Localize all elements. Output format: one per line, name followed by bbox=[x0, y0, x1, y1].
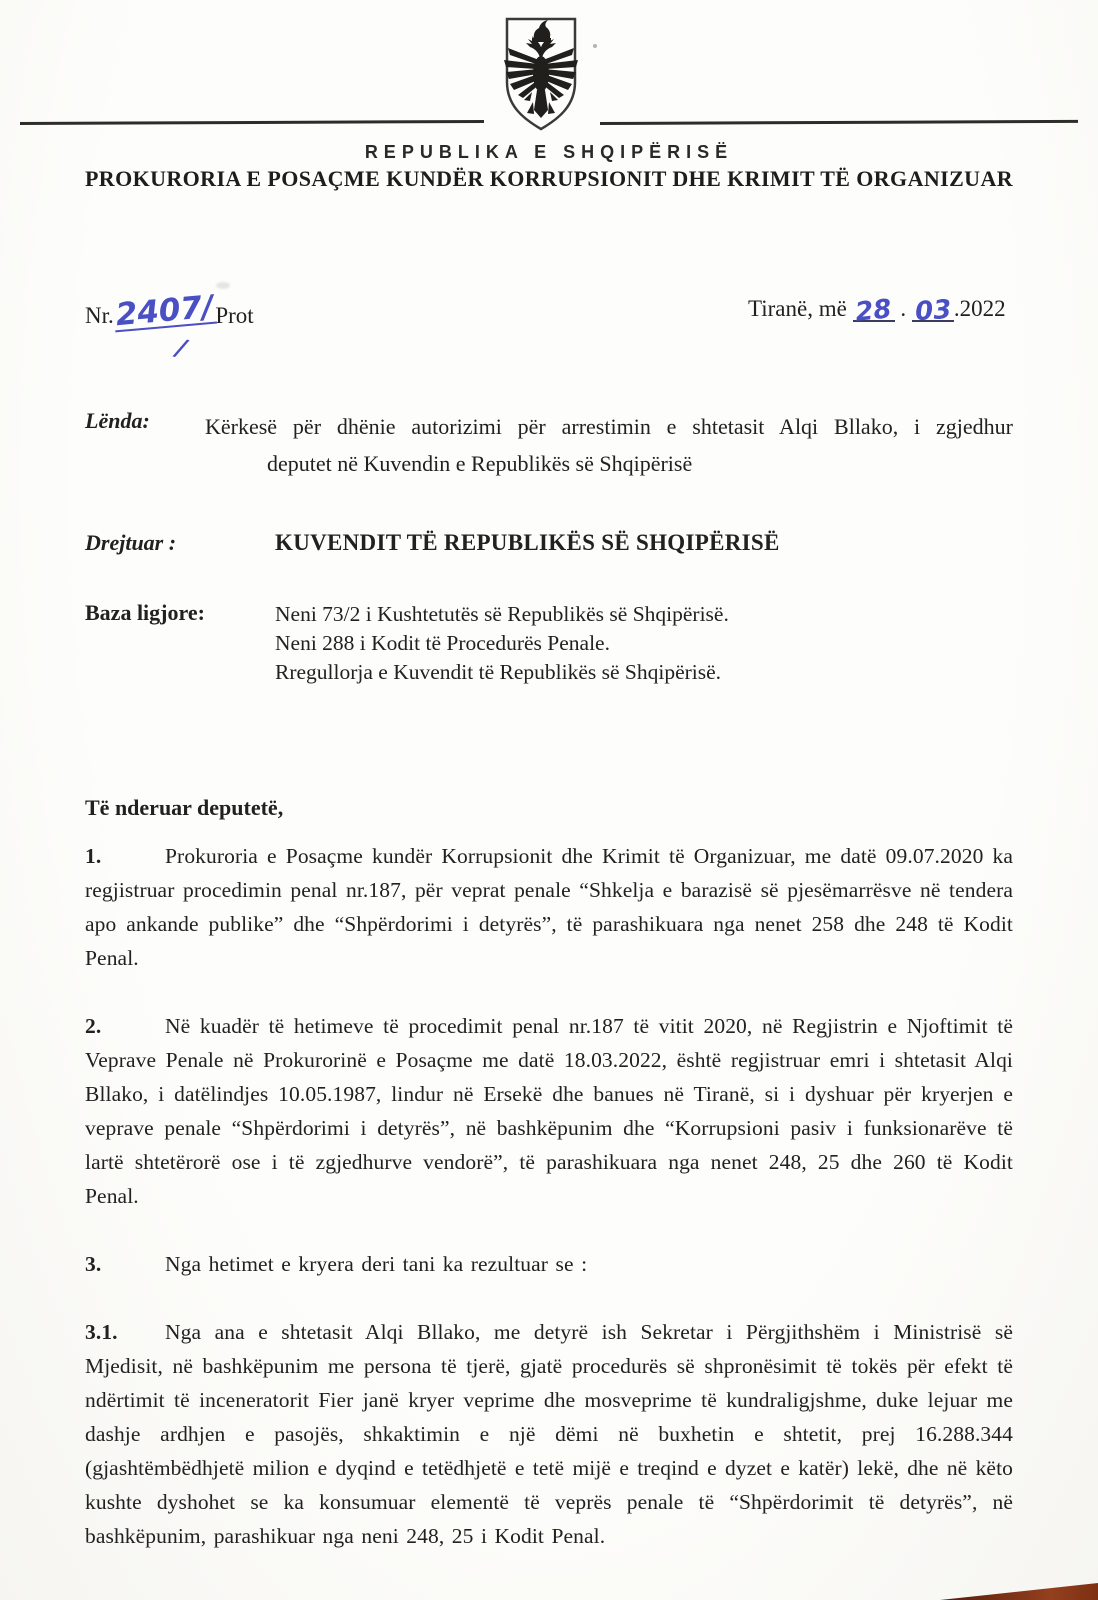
paragraph-3-1 bbox=[85, 1315, 1013, 1553]
subject-line-1: Kërkesë për dhënie autorizimi për arrestimin e shtetasit Alqi Bllako, i zgjedhur bbox=[205, 414, 1013, 439]
paragraph-number: 2. bbox=[85, 1014, 102, 1038]
subject-label: Lënda: bbox=[85, 408, 150, 433]
paragraph-number: 3.1. bbox=[85, 1320, 118, 1344]
letter-body bbox=[85, 839, 1013, 1587]
month-blank bbox=[912, 294, 954, 328]
protocol-number-line bbox=[85, 288, 254, 363]
legal-basis-row bbox=[85, 600, 1013, 687]
handwritten-stray-mark: / bbox=[173, 333, 190, 363]
date-separator: . bbox=[894, 296, 912, 321]
paragraph-2 bbox=[85, 1009, 1013, 1213]
addressee-row bbox=[85, 530, 1013, 556]
protocol-prefix: Nr. bbox=[85, 303, 114, 328]
paragraph-number: 1. bbox=[85, 844, 102, 868]
header-rule-right bbox=[600, 120, 1078, 125]
paragraph-text: Nga hetimet e kryera deri tani ka rezultuar se : bbox=[165, 1252, 588, 1276]
legal-basis-item: Neni 288 i Kodit të Procedurës Penale. bbox=[275, 631, 610, 655]
month-handwritten: 03 bbox=[913, 294, 953, 328]
day-blank bbox=[853, 294, 895, 328]
dateline-year: .2022 bbox=[953, 296, 1006, 321]
legal-basis-item: Rregullorja e Kuvendit të Republikës së Shqipërisë. bbox=[275, 660, 722, 684]
day-handwritten: 28 bbox=[854, 294, 894, 328]
paragraph-text: Në kuadër të hetimeve të procedimit penal nr.187 të vitit 2020, në Regjistrin e Njoftimit të Veprave Penale në Prokurorinë e Posaçme me datë 18.03.2022, është regjistruar emri i shtetasit Alqi Bllako, i datëlindjes 10.05.1987, lindur në Ersekë dhe banues në Tiranë, si i dyshuar për kryerjen e veprave penale “Shpërdorimi i detyrës”, në bashkëpunim dhe “Korrupsioni pasiv i funksionarëve të lartë shtetërorë ose i të zgjedhurve vendorë”, të parashikuara nga nenet 248, 25 dhe 260 të Kodit Penal. bbox=[85, 1014, 1013, 1208]
subject-line-2: deputet në Kuvendin e Republikës së Shqipërisë bbox=[267, 451, 693, 476]
institution-title: PROKURORIA E POSAÇME KUNDËR KORRUPSIONIT DHE KRIMIT TË ORGANIZUAR bbox=[84, 166, 1014, 191]
paragraph-3 bbox=[85, 1247, 1013, 1281]
scan-speck bbox=[593, 44, 597, 48]
dateline-prefix: Tiranë, më bbox=[748, 296, 853, 321]
protocol-suffix: Prot bbox=[215, 303, 254, 328]
paragraph-text: Prokuroria e Posaçme kundër Korrupsionit dhe Krimit të Organizuar, me datë 09.07.2020 ka regjistruar procedimin penal nr.187, për veprat penale “Shkelja e barazisë së pjesëmarrësve në tendera apo ankande publike” dhe “Shpërdorimi i detyrës”, të parashikuara nga nenet 258 dhe 248 të Kodit Penal. bbox=[85, 844, 1013, 970]
subject-content bbox=[205, 408, 1013, 482]
salutation: Të nderuar deputetë, bbox=[85, 795, 284, 820]
paragraph-number: 3. bbox=[85, 1252, 102, 1276]
legal-basis-list bbox=[275, 600, 729, 687]
paragraph-text: Nga ana e shtetasit Alqi Bllako, me detyrë ish Sekretar i Përgjithshëm i Ministrisë së Mjedisit, në bashkëpunim me persona të tjerë, gjatë procedurës së shpronësimit të tokës për efekt të ndërtimit të inceneratorit Fier janë kryer veprime dhe mosveprime të kundraligjshme, duke lejuar me dashje ardhjen e pasojës, shkaktimin e një dëmi në buxhetin e shtetit, prej 16.288.344 (gjashtëmbëdhjetë milion e dyqind e tetëdhjetë e tetë mijë e treqind e dyzet e katër) lekë, dhe në këto kushte dyshohet se ka konsumuar elementë të veprës penale të “Shpërdorimit të detyrës”, në bashkëpunim, parashikuar nga neni 248, 25 i Kodit Penal. bbox=[85, 1320, 1013, 1548]
dateline bbox=[748, 294, 1006, 328]
paragraph-1 bbox=[85, 839, 1013, 975]
eagle-shield-icon bbox=[496, 12, 586, 136]
header-rule-left bbox=[20, 120, 484, 125]
subject-row bbox=[85, 408, 1013, 482]
addressee-label: Drejtuar : bbox=[85, 530, 177, 555]
legal-basis-item: Neni 73/2 i Kushtetutës së Republikës së Shqipërisë. bbox=[275, 602, 729, 626]
republic-title: REPUBLIKA E SHQIPËRISË bbox=[364, 142, 734, 162]
scan-smudge bbox=[216, 282, 230, 289]
albania-double-headed-eagle-emblem bbox=[496, 12, 586, 136]
legal-basis-label: Baza ligjore: bbox=[85, 600, 205, 625]
protocol-number-handwritten: 2407/ bbox=[114, 288, 215, 334]
addressee-value: KUVENDIT TË REPUBLIKËS SË SHQIPËRISË bbox=[275, 530, 780, 555]
